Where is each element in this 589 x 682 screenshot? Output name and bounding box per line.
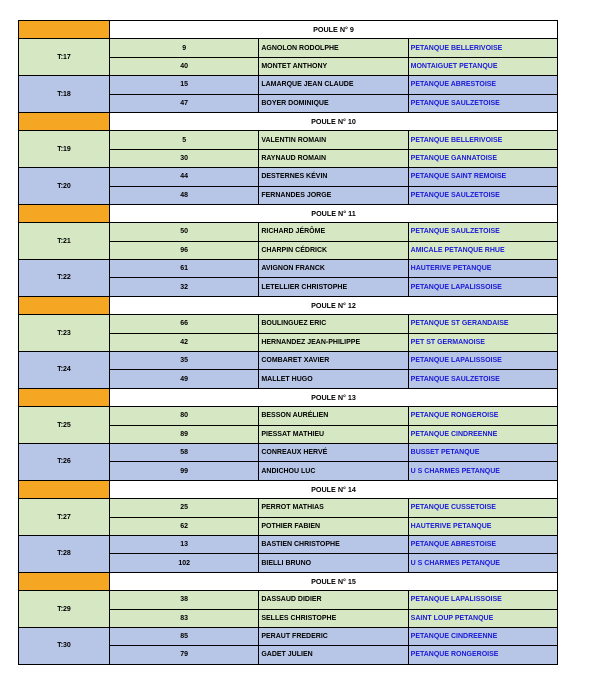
poule-header (19, 112, 558, 130)
poule-marker (19, 480, 110, 498)
poule-header (19, 21, 558, 39)
player-club: PETANQUE SAULZETOISE (408, 94, 557, 112)
table-label: T:18 (19, 76, 110, 113)
player-number: 102 (110, 554, 259, 572)
player-name: POTHIER FABIEN (259, 517, 408, 535)
player-row (19, 352, 558, 370)
player-number: 40 (110, 57, 259, 75)
player-number: 99 (110, 462, 259, 480)
player-number: 61 (110, 260, 259, 278)
poule-marker (19, 204, 110, 222)
player-name: CONREAUX HERVÉ (259, 443, 408, 461)
player-row (19, 260, 558, 278)
table-label: T:22 (19, 260, 110, 297)
player-name: MALLET HUGO (259, 370, 408, 388)
table-label: T:20 (19, 168, 110, 205)
player-club: MONTAIGUET PETANQUE (408, 57, 557, 75)
table-label: T:25 (19, 407, 110, 444)
player-club: U S CHARMES PETANQUE (408, 554, 557, 572)
player-row (19, 223, 558, 241)
player-number: 42 (110, 333, 259, 351)
table-label: T:30 (19, 627, 110, 664)
player-number: 49 (110, 370, 259, 388)
player-club: PETANQUE LAPALISSOISE (408, 591, 557, 609)
player-club: PETANQUE SAULZETOISE (408, 223, 557, 241)
player-row (19, 591, 558, 609)
player-number: 32 (110, 278, 259, 296)
player-name: BOYER DOMINIQUE (259, 94, 408, 112)
player-name: COMBARET XAVIER (259, 352, 408, 370)
table-label: T:17 (19, 39, 110, 76)
player-number: 25 (110, 499, 259, 517)
player-name: DASSAUD DIDIER (259, 591, 408, 609)
player-name: RAYNAUD ROMAIN (259, 149, 408, 167)
poule-title: POULE N° 11 (110, 204, 558, 222)
player-name: GADET JULIEN (259, 646, 408, 664)
player-number: 62 (110, 517, 259, 535)
player-number: 35 (110, 352, 259, 370)
player-club: U S CHARMES PETANQUE (408, 462, 557, 480)
table-label: T:23 (19, 315, 110, 352)
player-club: PETANQUE BELLERIVOISE (408, 39, 557, 57)
poule-title: POULE N° 14 (110, 480, 558, 498)
player-number: 38 (110, 591, 259, 609)
player-number: 89 (110, 425, 259, 443)
table-label: T:29 (19, 591, 110, 628)
poule-title: POULE N° 10 (110, 112, 558, 130)
player-number: 5 (110, 131, 259, 149)
player-name: AVIGNON FRANCK (259, 260, 408, 278)
player-name: RICHARD JÉRÔME (259, 223, 408, 241)
player-number: 79 (110, 646, 259, 664)
player-club: PETANQUE CUSSETOISE (408, 499, 557, 517)
player-club: PETANQUE ABRESTOISE (408, 535, 557, 553)
player-name: CHARPIN CÉDRICK (259, 241, 408, 259)
table-label: T:28 (19, 535, 110, 572)
player-number: 48 (110, 186, 259, 204)
player-number: 9 (110, 39, 259, 57)
poule-title: POULE N° 13 (110, 388, 558, 406)
poule-header (19, 572, 558, 590)
poule-header (19, 388, 558, 406)
player-name: BIELLI BRUNO (259, 554, 408, 572)
poule-marker (19, 572, 110, 590)
player-row (19, 407, 558, 425)
player-row (19, 443, 558, 461)
player-name: FERNANDES JORGE (259, 186, 408, 204)
player-number: 85 (110, 627, 259, 645)
player-row (19, 535, 558, 553)
player-row (19, 76, 558, 94)
player-number: 66 (110, 315, 259, 333)
poule-title: POULE N° 9 (110, 21, 558, 39)
poule-header (19, 296, 558, 314)
player-club: SAINT LOUP PETANQUE (408, 609, 557, 627)
poule-header (19, 480, 558, 498)
player-name: BASTIEN CHRISTOPHE (259, 535, 408, 553)
player-name: BOULINGUEZ ERIC (259, 315, 408, 333)
player-club: PETANQUE ST GERANDAISE (408, 315, 557, 333)
player-name: MONTET ANTHONY (259, 57, 408, 75)
player-number: 13 (110, 535, 259, 553)
player-club: HAUTERIVE PETANQUE (408, 517, 557, 535)
player-club: PETANQUE RONGEROISE (408, 646, 557, 664)
player-name: PERAUT FREDERIC (259, 627, 408, 645)
poule-marker (19, 296, 110, 314)
table-label: T:24 (19, 352, 110, 389)
player-name: BESSON AURÉLIEN (259, 407, 408, 425)
player-club: PETANQUE SAINT REMOISE (408, 168, 557, 186)
poule-marker (19, 388, 110, 406)
draw-sheet (18, 20, 558, 665)
player-club: PETANQUE SAULZETOISE (408, 186, 557, 204)
player-number: 47 (110, 94, 259, 112)
player-number: 15 (110, 76, 259, 94)
poule-title: POULE N° 15 (110, 572, 558, 590)
player-club: PETANQUE CINDREENNE (408, 425, 557, 443)
player-club: AMICALE PETANQUE RHUE (408, 241, 557, 259)
poule-marker (19, 21, 110, 39)
player-club: PETANQUE SAULZETOISE (408, 370, 557, 388)
player-club: HAUTERIVE PETANQUE (408, 260, 557, 278)
player-row (19, 499, 558, 517)
player-name: LAMARQUE JEAN CLAUDE (259, 76, 408, 94)
player-club: PETANQUE GANNATOISE (408, 149, 557, 167)
player-number: 80 (110, 407, 259, 425)
player-name: DESTERNES KÉVIN (259, 168, 408, 186)
player-number: 58 (110, 443, 259, 461)
player-club: PETANQUE LAPALISSOISE (408, 352, 557, 370)
player-club: PETANQUE RONGEROISE (408, 407, 557, 425)
table-label: T:26 (19, 443, 110, 480)
table-label: T:21 (19, 223, 110, 260)
player-number: 30 (110, 149, 259, 167)
player-club: PETANQUE ABRESTOISE (408, 76, 557, 94)
player-name: PIESSAT MATHIEU (259, 425, 408, 443)
player-club: BUSSET PETANQUE (408, 443, 557, 461)
table-label: T:19 (19, 131, 110, 168)
player-number: 44 (110, 168, 259, 186)
player-row (19, 315, 558, 333)
player-row (19, 627, 558, 645)
player-row (19, 168, 558, 186)
player-club: PET ST GERMANOISE (408, 333, 557, 351)
player-name: ANDICHOU LUC (259, 462, 408, 480)
player-name: LETELLIER CHRISTOPHE (259, 278, 408, 296)
player-row (19, 131, 558, 149)
player-name: SELLES CHRISTOPHE (259, 609, 408, 627)
player-club: PETANQUE BELLERIVOISE (408, 131, 557, 149)
player-row (19, 39, 558, 57)
player-club: PETANQUE CINDREENNE (408, 627, 557, 645)
player-number: 50 (110, 223, 259, 241)
poule-marker (19, 112, 110, 130)
player-name: VALENTIN ROMAIN (259, 131, 408, 149)
poule-header (19, 204, 558, 222)
player-name: AGNOLON RODOLPHE (259, 39, 408, 57)
player-name: HERNANDEZ JEAN-PHILIPPE (259, 333, 408, 351)
player-number: 96 (110, 241, 259, 259)
player-number: 83 (110, 609, 259, 627)
table-label: T:27 (19, 499, 110, 536)
player-club: PETANQUE LAPALISSOISE (408, 278, 557, 296)
player-name: PERROT MATHIAS (259, 499, 408, 517)
poules-table (18, 20, 558, 665)
poule-title: POULE N° 12 (110, 296, 558, 314)
